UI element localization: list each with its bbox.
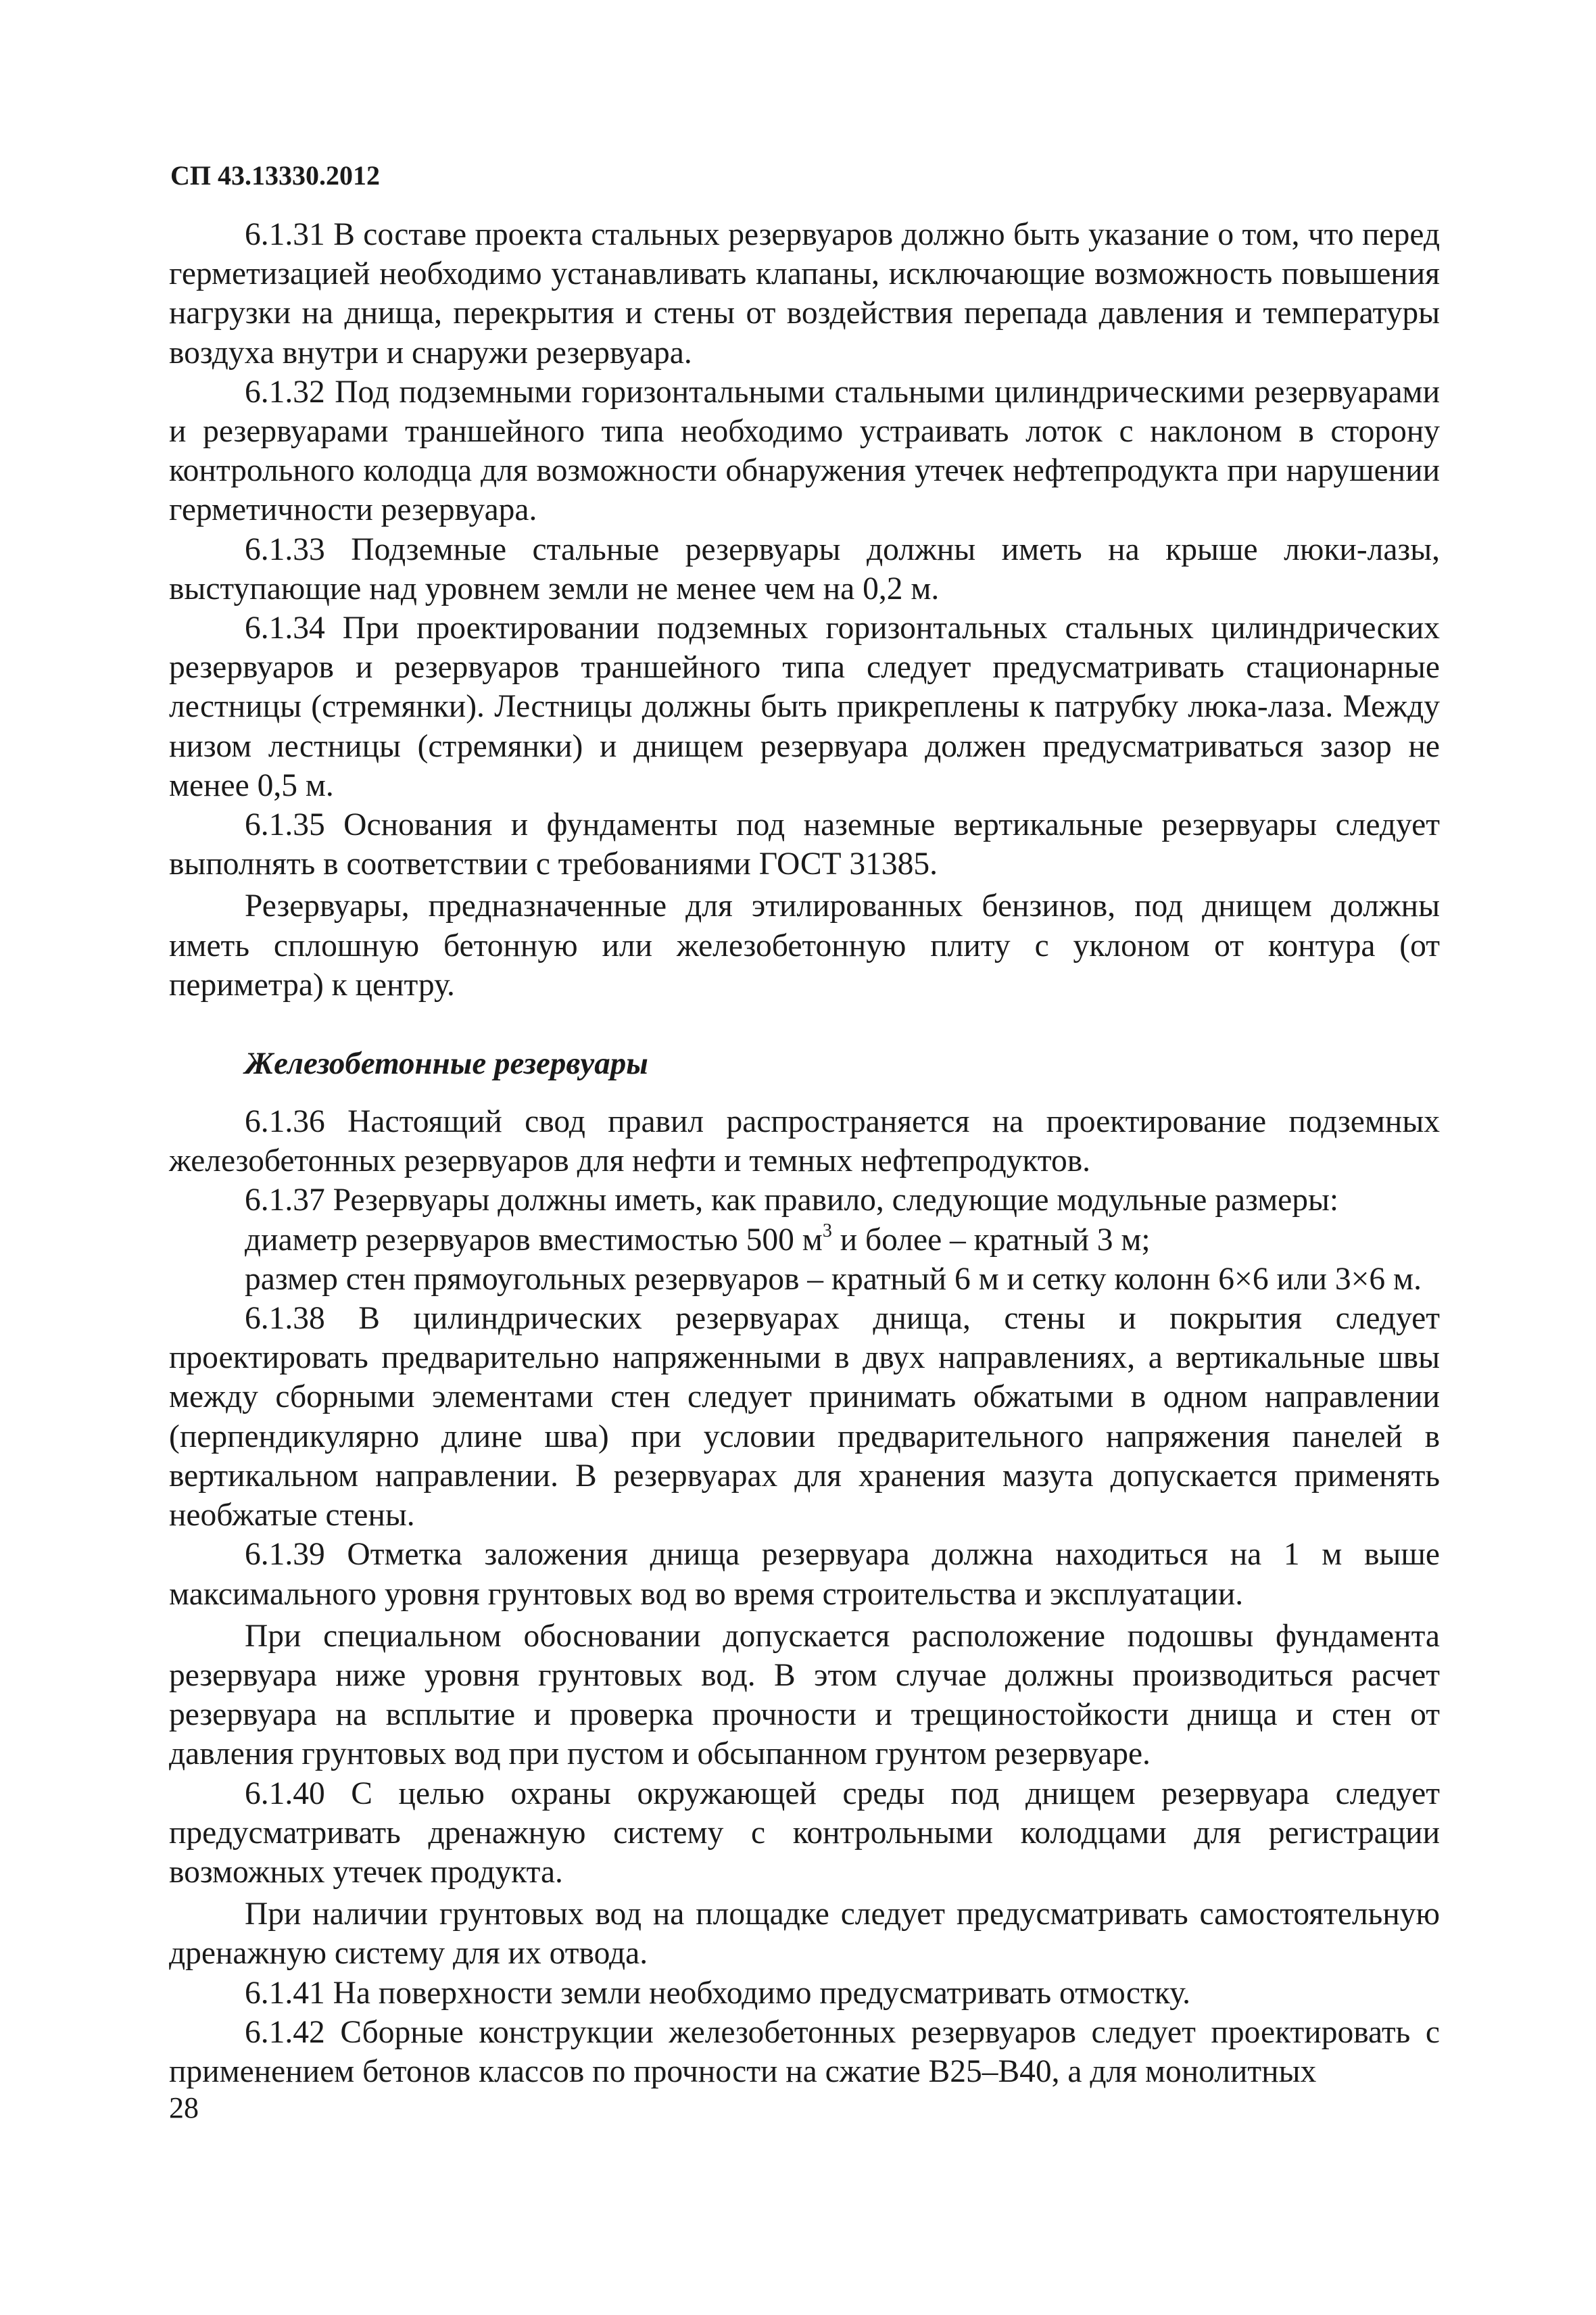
clause-6-1-34: 6.1.34 При проектировании подземных горизонтальных стальных цилиндрических резервуаров и резервуаров траншейного типа следует предусматривать стационарные лестницы (стремянки). Лестницы должны быть прикреплены к патрубку люка-лаза. Между низом лестницы (стремянки) и днищем резервуара должен предусматриваться зазор не менее 0,5 м. (169, 611, 1440, 803)
clause-6-1-35: 6.1.35 Основания и фундаменты под наземные вертикальные резервуары следует выполнять в соответствии с требованиями ГОСТ 31385. (169, 807, 1440, 882)
clause-6-1-31: 6.1.31 В составе проекта стальных резервуаров должно быть указание о том, что перед герметизацией необходимо устанавливать клапаны, исключающие возможность повышения нагрузки на днища, перекрытия и стены от воздействия перепада давления и температуры воздуха внутри и снаружи резервуара. (169, 217, 1440, 371)
clause-6-1-32: 6.1.32 Под подземными горизонтальными стальными цилиндрическими резервуарами и резервуарами траншейного типа необходимо устраивать лоток с наклоном в сторону контрольного колодца для возможности обнаружения утечек нефтепродукта при нарушении герметичности резервуара. (169, 374, 1440, 528)
clause-6-1-41: 6.1.41 На поверхности земли необходимо предусматривать отмостку. (245, 1975, 1191, 2011)
clause-6-1-40: 6.1.40 С целью охраны окружающей среды под днищем резервуара следует предусматривать дренажную систему с контрольными колодцами для регистрации возможных утечек продукта. (169, 1775, 1440, 1890)
page-number: 28 (169, 2091, 199, 2124)
clause-6-1-37-diameter (169, 1220, 1440, 1260)
clause-6-1-37-diameter-text: диаметр резервуаров вместимостью 500 м (245, 1222, 823, 1258)
clause-6-1-37-walls: размер стен прямоугольных резервуаров – кратный 6 м и сетку колонн 6×6 или 3×6 м. (245, 1261, 1422, 1297)
clause-6-1-39: 6.1.39 Отметка заложения днища резервуара должна находиться на 1 м выше максимального уровня грунтовых вод во время строительства и эксплуатации. (169, 1537, 1440, 1612)
document-code-header: СП 43.13330.2012 (170, 160, 380, 191)
clause-6-1-33: 6.1.33 Подземные стальные резервуары должны иметь на крыше люки-лазы, выступающие над уровнем земли не менее чем на 0,2 м. (169, 531, 1440, 606)
section-heading: Железобетонные резервуары (245, 1046, 648, 1082)
clause-6-1-36: 6.1.36 Настоящий свод правил распространяется на проектирование подземных железобетонных резервуаров для нефти и темных нефтепродуктов. (169, 1104, 1440, 1179)
superscript-3: 3 (822, 1220, 832, 1241)
clause-6-1-37: 6.1.37 Резервуары должны иметь, как правило, следующие модульные размеры: (245, 1183, 1339, 1218)
clause-6-1-37-diameter-tail: и более – кратный 3 м; (831, 1222, 1151, 1258)
clause-6-1-42: 6.1.42 Сборные конструкции железобетонных резервуаров следует проектировать с применением бетонов классов по прочности на сжатие В25–В40, а для монолитных (169, 2014, 1440, 2089)
clause-6-1-35-note: Резервуары, предназначенные для этилированных бензинов, под днищем должны иметь сплошную бетонную или железобетонную плиту с уклоном от контура (от периметра) к центру. (169, 888, 1440, 1003)
document-body (169, 215, 1440, 2091)
clause-6-1-39-note: При специальном обосновании допускается расположение подошвы фундамента резервуара ниже уровня грунтовых вод. В этом случае должны производиться расчет резервуара на всплытие и проверка прочности и трещиностойкости днища и стен от давления грунтовых вод при пустом и обсыпанном грунтом резервуаре. (169, 1618, 1440, 1772)
clause-6-1-38: 6.1.38 В цилиндрических резервуарах днища, стены и покрытия следует проектировать предварительно напряженными в двух направлениях, а вертикальные швы между сборными элементами стен следует принимать обжатыми в одном направлении (перпендикулярно длине шва) при условии предварительного напряжения панелей в вертикальном направлении. В резервуарах для хранения мазута допускается применять необжатые стены. (169, 1301, 1440, 1533)
clause-6-1-40-note: При наличии грунтовых вод на площадке следует предусматривать самостоятельную дренажную систему для их отвода. (169, 1896, 1440, 1972)
